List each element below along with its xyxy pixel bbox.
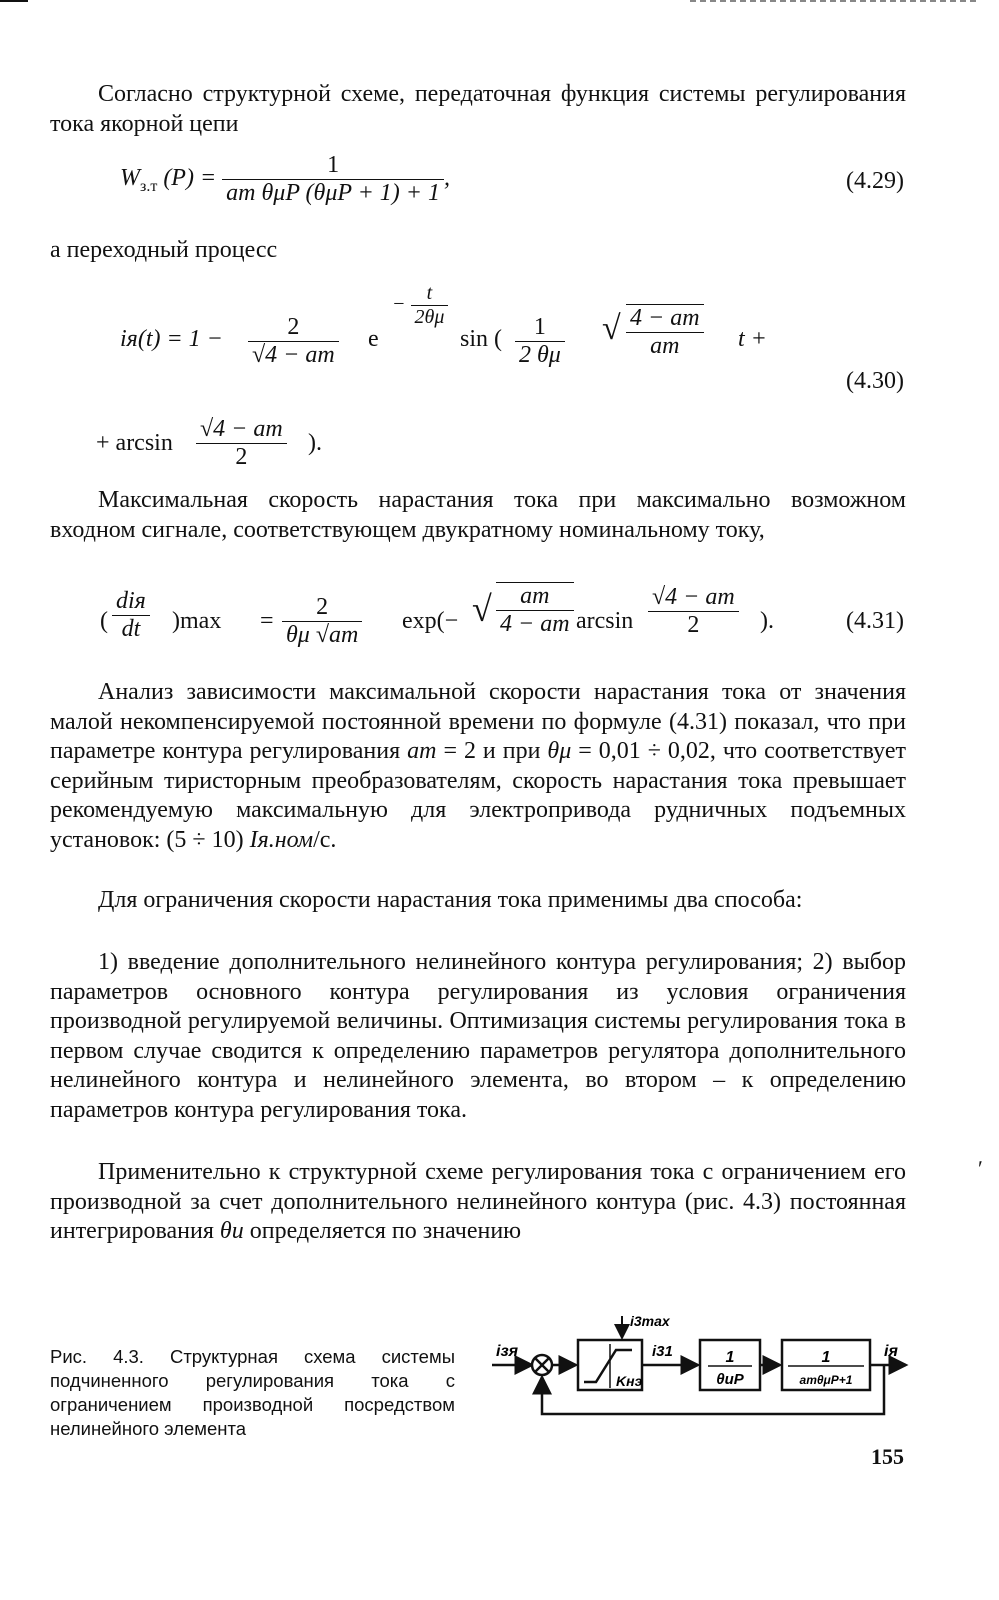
eq429-fraction: $\frac{1}{\text{aт θμP (θμP + 1) + 1}}$ (222, 152, 444, 207)
top-dotted-rule (690, 0, 980, 2)
integrator-block (700, 1340, 760, 1390)
equation-4-29: $W_{з.т}$ (P) = $\frac{1}{\text{aт θμP (θμP + 1) + 1}}$ , (120, 152, 450, 206)
eq430-exponent: − $\frac{t}{2\theta\mu}$ (392, 282, 448, 329)
nonlinear-element-block (578, 1340, 643, 1390)
figure-caption: Рис. 4.3. Структурная схема системы подчиненного регулирования тока с ограничением производной посредством нелинейного элемента (50, 1346, 455, 1439)
eq430-fraction-4: √4 − aт 2 (196, 416, 287, 471)
page-number: 155 (871, 1444, 904, 1469)
stray-mark: ʹ (978, 1156, 983, 1181)
paragraph-max-rate: Максимальная скорость нарастания тока при максимально возможном входном сигнале, соответствующем двукратному номинальному току, (50, 487, 906, 543)
paragraph-analysis: Анализ зависимости максимальной скорости нарастания тока от значения малой некомпенсируемой постоянной времени по формуле (4.31) показал, что при параметре контура регулирования aт = 2 и при θμ = 0,01 ÷ 0,02, что соответствует серийным тиристорным преобразователям, скорость нарастания тока превышает рекомендуемую максимальную для электропривода рудничных подъемных установок: (5 ÷ 10) Iя.ном/c. (50, 679, 906, 853)
eq431-fraction-3: √4 − aт 2 (648, 584, 739, 639)
equation-number-4-31: (4.31) (846, 608, 904, 634)
paragraph-methods-list: 1) введение дополнительного нелинейного контура регулирования; 2) выбор параметров основного контура регулирования из условия ограничения производной регулируемой величины. Оптимизация системы регулирования тока в первом случае сводится к определению параметров регулятора дополнительного нелинейного контура и нелинейного элемента, во втором – к определению параметров контура регулирования тока. (50, 949, 906, 1123)
integrator-num: 1 (725, 1349, 735, 1366)
label-output: iя (884, 1343, 898, 1360)
label-knz: Kнэ (616, 1373, 643, 1389)
label-i3max: i3max (630, 1313, 670, 1329)
eq431-derivative: diя dt (112, 588, 150, 643)
integrator-den: θиP (716, 1371, 744, 1388)
eq430-fraction-1: 2 √4 − aт (248, 314, 339, 369)
paragraph-transient: а переходный процесс (50, 237, 278, 263)
eq430-fraction-2: $\frac{1}{2 \theta\mu}$ (515, 314, 565, 369)
eq430-fraction-3: 4 − aт aт (626, 304, 704, 360)
summing-junction (532, 1355, 552, 1375)
top-rule (0, 0, 28, 2)
eq431-fraction-1: 2 θμ √aт (282, 594, 362, 649)
plant-block (782, 1340, 870, 1390)
label-input: iзя (496, 1343, 519, 1360)
paragraph-intro: Согласно структурной схеме, передаточная функция системы регулирования тока якорной цепи (50, 81, 906, 137)
paragraph-two-methods: Для ограничения скорости нарастания тока применимы два способа: (98, 887, 803, 913)
book-page: Согласно структурной схеме, передаточная функция системы регулирования тока якорной цепи $W_{з.т}$ (P) = $\frac{1}{\text{aт θμP (θμP + 1) + 1}}$ , (4.29) а переходный процесс iя(t) = 1 − 2 √4 − aт e − $\frac{t}{2\theta\mu}$ sin ( $\frac{1}{2 \theta\mu}$ √ 4 − aт aт t + (4.30) + arcsin √4 − aт 2 ). Максимальная скорость нарастания тока при максимально возможном входном сигнале, соответствующем двукратному номинальному току, ( diя dt )max = 2 θμ √aт exp(− √ aт 4 − aт arcsin √4 − aт 2 ). (4.31) Анализ зависимости максимальной скорости нарастания тока от значения малой некомпенсируемой постоянной времени по формуле (4.31) показал, что при параметре контура регулирования aт = 2 и при θμ = 0,01 ÷ 0,02, что соответствует серийным тиристорным преобразователям, скорость нарастания тока превышает рекомендуемую максимальную для электропривода рудничных подъемных установок: (5 ÷ 10) Iя.ном/c. Для ограничения скорости нарастания тока применимы два способа: 1) введение дополнительного нелинейного контура регулирования; 2) выбор параметров основного контура регулирования из условия ограничения производной регулируемой величины. Оптимизация системы регулирования тока в первом случае сводится к определению параметров регулятора дополнительного нелинейного контура и нелинейного элемента, во втором – к определению параметров контура регулирования тока. Применительно к структурной схеме регулирования тока с ограничением его производной за счет дополнительного нелинейного контура (рис. 4.3) постоянная интегрирования θи определяется по значению ʹ Рис. 4.3. Структурная схема системы подчиненного регулирования тока с ограничением производной посредством нелинейного элемента iзя Kнэ i3max i31 1 θиP 1 aтθμP+1 iя 155 (0, 0, 999, 1600)
block-diagram (492, 1310, 912, 1430)
eq431-fraction-2: aт 4 − aт (496, 582, 574, 638)
paragraph-application: Применительно к структурной схеме регулирования тока с ограничением его производной за счет дополнительного нелинейного контура (рис. 4.3) постоянная интегрирования θи определяется по значению (50, 1159, 906, 1244)
equation-number-4-30: (4.30) (846, 368, 904, 394)
plant-num: 1 (821, 1349, 831, 1366)
label-i31: i31 (652, 1343, 673, 1360)
plant-den: aтθμP+1 (799, 1373, 853, 1387)
equation-number-4-29: (4.29) (846, 168, 904, 194)
